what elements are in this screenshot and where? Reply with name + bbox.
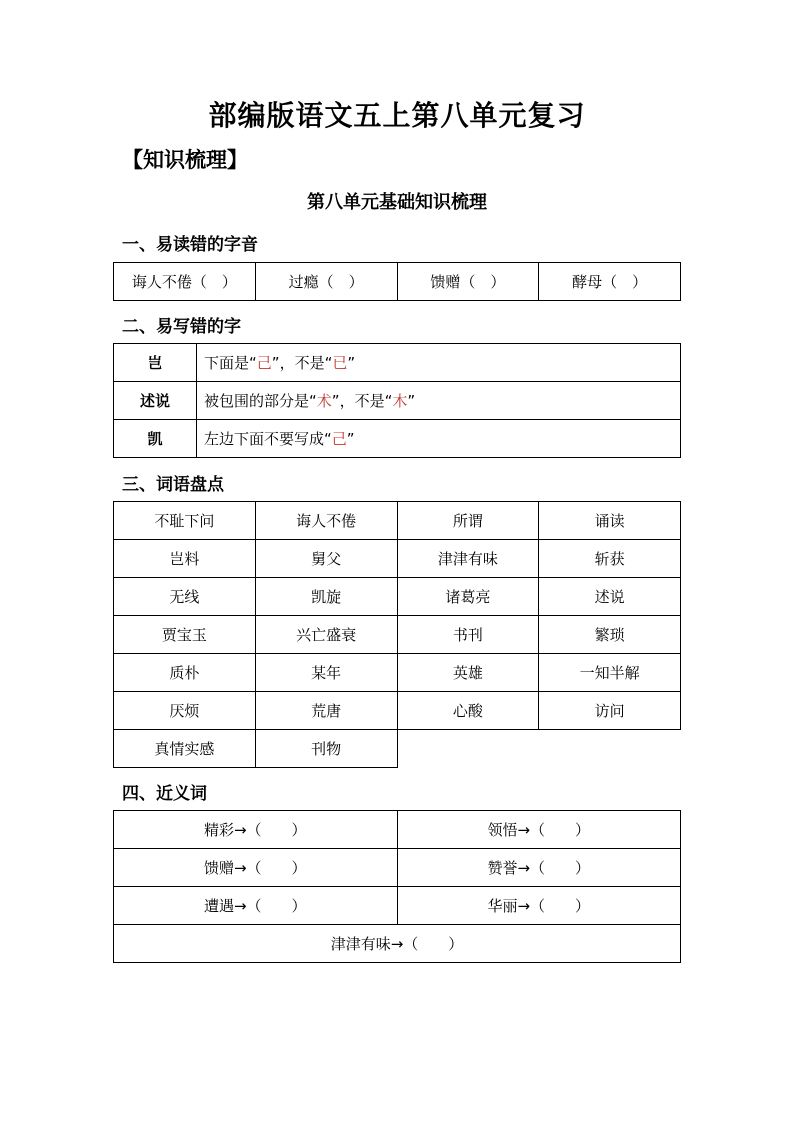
table-cell: 一知半解 xyxy=(539,654,681,692)
table-cell: 述说 xyxy=(539,578,681,616)
table-cell: 津津有味→（ ） xyxy=(114,925,681,963)
pronunciation-table xyxy=(113,262,681,301)
desc-text: ”，不是“ xyxy=(271,354,333,372)
heading-vocabulary: 三、词语盘点 xyxy=(122,475,224,495)
table-cell: 凯旋 xyxy=(255,578,397,616)
table-cell: 诲人不倦（ ） xyxy=(114,263,256,301)
table-cell: 诲人不倦 xyxy=(255,502,397,540)
empty-cell xyxy=(397,730,539,768)
desc-text: 下面是“ xyxy=(204,354,257,372)
writing-table xyxy=(113,343,681,458)
table-cell: 岂料 xyxy=(114,540,256,578)
document-subtitle: 第八单元基础知识梳理 xyxy=(307,192,487,213)
table-row xyxy=(114,420,681,458)
table-row xyxy=(114,578,681,616)
table-cell: 心酸 xyxy=(397,692,539,730)
table-cell: 厌烦 xyxy=(114,692,256,730)
table-cell: 赞誉→（ ） xyxy=(397,849,681,887)
table-cell: 英雄 xyxy=(397,654,539,692)
table-cell: 过瘾（ ） xyxy=(255,263,397,301)
table-row xyxy=(114,540,681,578)
table-cell: 不耻下问 xyxy=(114,502,256,540)
synonyms-table xyxy=(113,810,681,963)
table-cell: 刊物 xyxy=(255,730,397,768)
table-row xyxy=(114,502,681,540)
highlight-char: 术 xyxy=(316,392,332,410)
heading-synonyms: 四、近义词 xyxy=(122,784,207,804)
empty-cell xyxy=(539,730,681,768)
table-cell-word: 述说 xyxy=(114,382,197,420)
desc-text: ” xyxy=(407,392,416,410)
table-row xyxy=(114,925,681,963)
table-cell: 贾宝玉 xyxy=(114,616,256,654)
table-cell: 兴亡盛衰 xyxy=(255,616,397,654)
table-cell: 诵读 xyxy=(539,502,681,540)
table-row xyxy=(114,692,681,730)
table-cell: 馈赠（ ） xyxy=(397,263,539,301)
table-row xyxy=(114,811,681,849)
table-row xyxy=(114,344,681,382)
table-cell-word: 岂 xyxy=(114,344,197,382)
table-row xyxy=(114,849,681,887)
document-title: 部编版语文五上第八单元复习 xyxy=(208,99,586,132)
table-cell: 斩获 xyxy=(539,540,681,578)
desc-text: 左边下面不要写成“ xyxy=(204,430,332,448)
table-cell: 某年 xyxy=(255,654,397,692)
table-row xyxy=(114,382,681,420)
desc-text: ” xyxy=(347,354,356,372)
heading-pronunciation: 一、易读错的字音 xyxy=(122,235,258,255)
heading-writing: 二、易写错的字 xyxy=(122,317,241,337)
highlight-char: 己 xyxy=(256,354,272,372)
table-cell: 所谓 xyxy=(397,502,539,540)
table-cell: 酵母（ ） xyxy=(539,263,681,301)
table-row xyxy=(114,654,681,692)
table-cell: 无线 xyxy=(114,578,256,616)
table-cell: 书刊 xyxy=(397,616,539,654)
table-cell: 访问 xyxy=(539,692,681,730)
highlight-char: 已 xyxy=(332,354,348,372)
desc-text: ” xyxy=(346,430,355,448)
table-cell: 领悟→（ ） xyxy=(397,811,681,849)
table-cell: 馈赠→（ ） xyxy=(114,849,398,887)
highlight-char: 木 xyxy=(392,392,408,410)
table-row xyxy=(114,616,681,654)
table-row xyxy=(114,730,681,768)
table-cell: 荒唐 xyxy=(255,692,397,730)
table-cell-desc xyxy=(197,344,681,382)
desc-text: ”，不是“ xyxy=(331,392,393,410)
table-cell: 精彩→（ ） xyxy=(114,811,398,849)
table-cell: 诸葛亮 xyxy=(397,578,539,616)
table-row xyxy=(114,263,681,301)
desc-text: 被包围的部分是“ xyxy=(204,392,317,410)
highlight-char: 己 xyxy=(331,430,347,448)
table-row xyxy=(114,887,681,925)
section-tag: 【知识梳理】 xyxy=(122,148,248,172)
table-cell: 质朴 xyxy=(114,654,256,692)
vocabulary-table xyxy=(113,501,681,768)
table-cell: 华丽→（ ） xyxy=(397,887,681,925)
table-cell-word: 凯 xyxy=(114,420,197,458)
table-cell: 遭遇→（ ） xyxy=(114,887,398,925)
table-cell: 繁琐 xyxy=(539,616,681,654)
table-cell-desc xyxy=(197,382,681,420)
table-cell: 舅父 xyxy=(255,540,397,578)
table-cell-desc xyxy=(197,420,681,458)
table-cell: 真情实感 xyxy=(114,730,256,768)
table-cell: 津津有味 xyxy=(397,540,539,578)
